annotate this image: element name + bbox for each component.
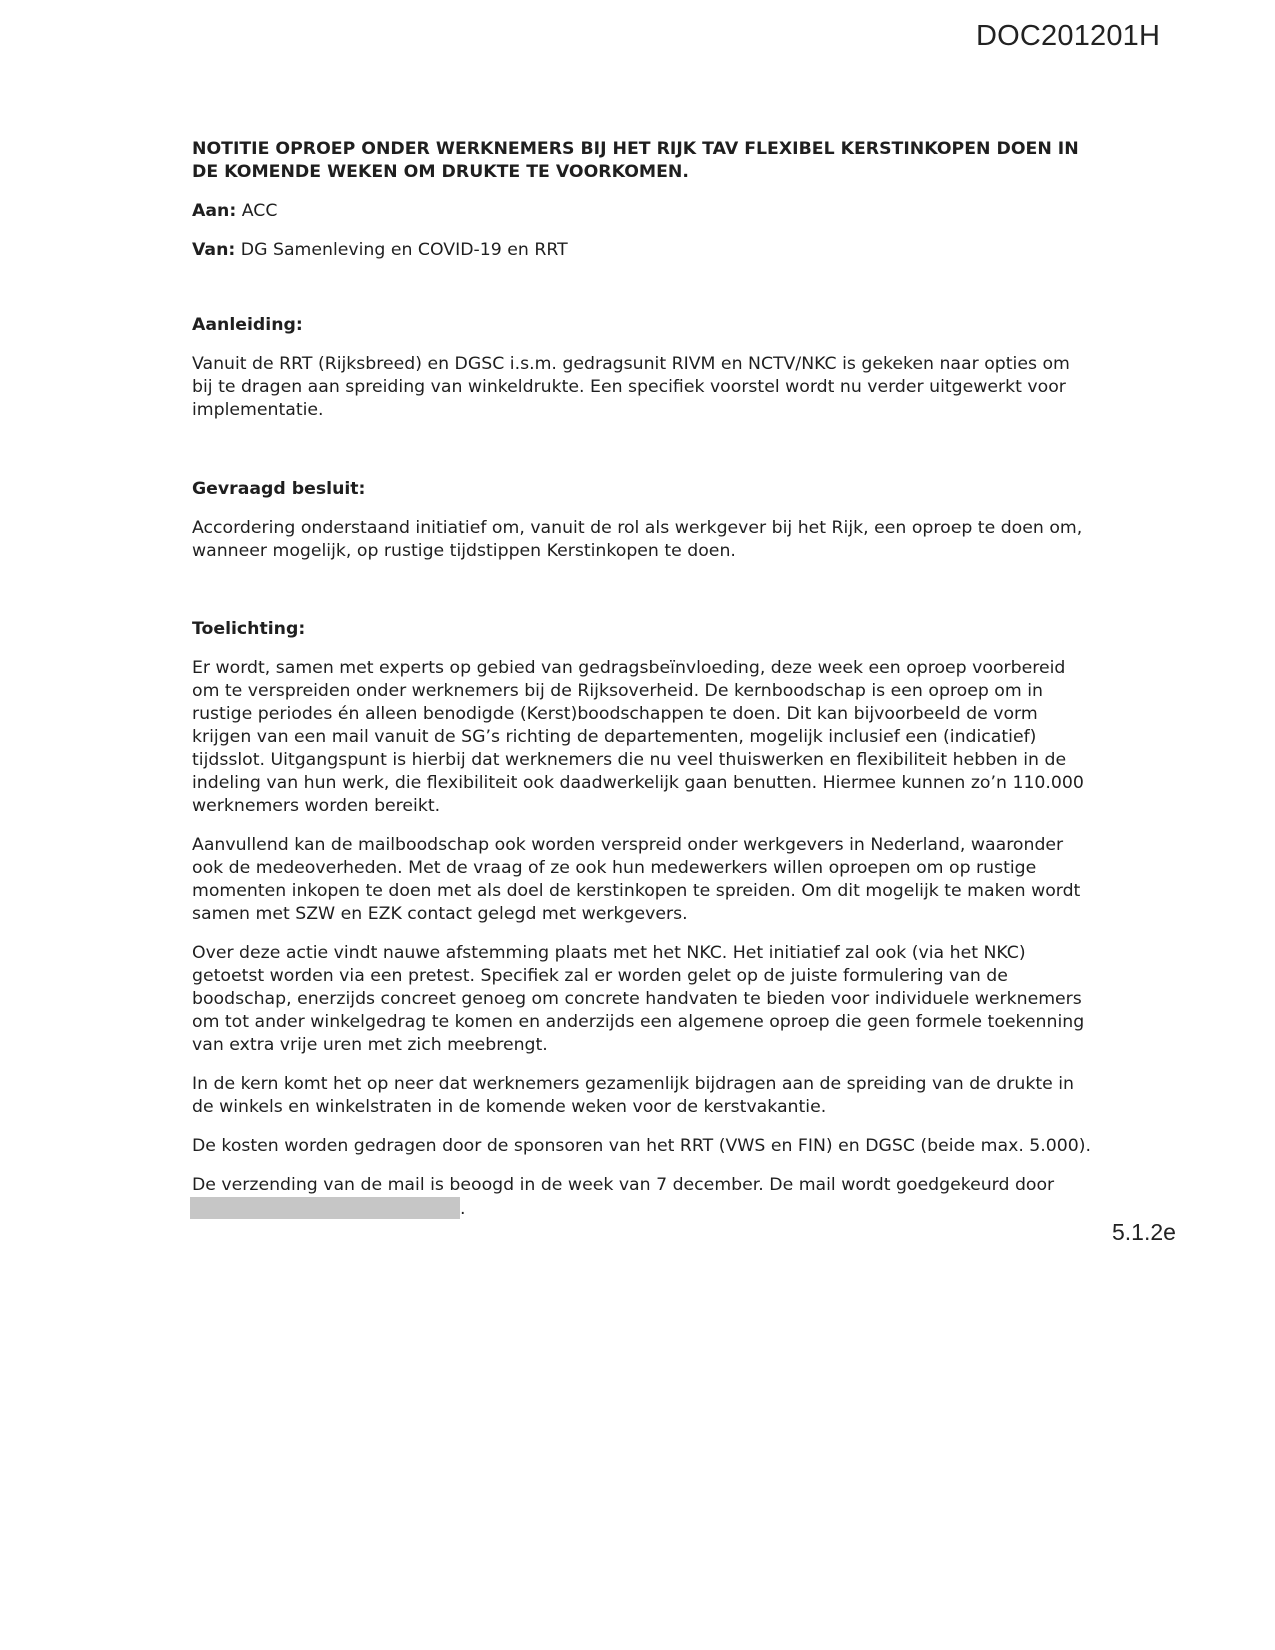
document-body — [192, 138, 1092, 1237]
sender-line — [192, 239, 1092, 262]
redaction-code: 5.1.2e — [1112, 1219, 1176, 1245]
paragraph-toelichting-1: Er wordt, samen met experts op gebied van gedragsbeïnvloeding, deze week een oproep voorbereid om te verspreiden onder werknemers bij de Rijksoverheid. De kernboodschap is een oproep om in rustige periodes én alleen benodigde (Kerst)boodschappen te doen. Dit kan bijvoorbeeld de vorm krijgen van een mail vanuit de SG’s richting de departementen, mogelijk inclusief een (indicatief) tijdsslot. Uitgangspunt is hierbij dat werknemers die nu veel thuiswerken en flexibiliteit hebben in de indeling van hun werk, die flexibiliteit ook daadwerkelijk gaan benutten. Hiermee kunnen zo’n 110.000 werknemers worden bereikt. — [192, 658, 1084, 816]
paragraph-toelichting-6 — [192, 1174, 1092, 1221]
redaction-block — [190, 1197, 460, 1219]
paragraph-aanleiding: Vanuit de RRT (Rijksbreed) en DGSC i.s.m. gedragsunit RIVM en NCTV/NKC is gekeken naar opties om bij te dragen aan spreiding van winkeldrukte. Een specifiek voorstel wordt nu verder uitgewerkt voor implementatie. — [192, 354, 1070, 420]
section-heading-toelichting: Toelichting: — [192, 619, 306, 639]
paragraph-gevraagd-besluit: Accordering onderstaand initiatief om, vanuit de rol als werkgever bij het Rijk, een oproep te doen om, wanneer mogelijk, op rustige tijdstippen Kerstinkopen te doen. — [192, 518, 1083, 561]
paragraph-toelichting-4: In de kern komt het op neer dat werknemers gezamenlijk bijdragen aan de spreiding van de drukte in de winkels en winkelstraten in de komende weken voor de kerstvakantie. — [192, 1074, 1074, 1117]
paragraph-toelichting-5: De kosten worden gedragen door de sponsoren van het RRT (VWS en FIN) en DGSC (beide max. 5.000). — [192, 1136, 1092, 1156]
recipient-value: ACC — [236, 201, 278, 221]
paragraph-toelichting-6-end: . — [460, 1199, 466, 1219]
document-title: NOTITIE OPROEP ONDER WERKNEMERS BIJ HET RIJK TAV FLEXIBEL KERSTINKOPEN DOEN IN DE KOMENDE WEKEN OM DRUKTE TE VOORKOMEN. — [192, 139, 1079, 182]
section-heading-gevraagd-besluit: Gevraagd besluit: — [192, 479, 366, 499]
section-heading-aanleiding: Aanleiding: — [192, 315, 303, 335]
recipient-line — [192, 200, 1092, 223]
sender-value: DG Samenleving en COVID-19 en RRT — [235, 240, 568, 260]
paragraph-toelichting-3: Over deze actie vindt nauwe afstemming plaats met het NKC. Het initiatief zal ook (via het NKC) getoetst worden via een pretest. Specifiek zal er worden gelet op de juiste formulering van de boodschap, enerzijds concreet genoeg om concrete handvaten te bieden voor individuele werknemers om tot ander winkelgedrag te komen en anderzijds een algemene oproep die geen formele toekenning van extra vrije uren met zich meebrengt. — [192, 943, 1085, 1055]
sender-label: Van: — [192, 240, 236, 260]
paragraph-toelichting-6-text: De verzending van de mail is beoogd in de week van 7 december. De mail wordt goedgekeurd door — [192, 1175, 1055, 1195]
recipient-label: Aan: — [192, 201, 237, 221]
document-id: DOC201201H — [976, 20, 1161, 52]
paragraph-toelichting-2: Aanvullend kan de mailboodschap ook worden verspreid onder werkgevers in Nederland, waaronder ook de medeoverheden. Met de vraag of ze ook hun medewerkers willen oproepen om op rustige momenten inkopen te doen met als doel de kerstinkopen te spreiden. Om dit mogelijk te maken wordt samen met SZW en EZK contact gelegd met werkgevers. — [192, 835, 1081, 924]
